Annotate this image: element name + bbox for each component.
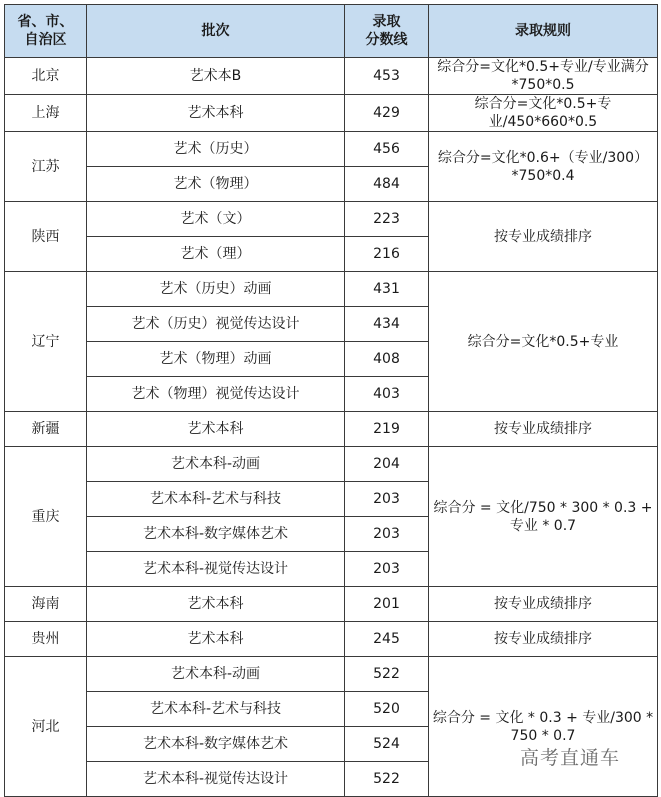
region-cell: 海南 bbox=[5, 587, 87, 622]
batch-cell: 艺术（理） bbox=[87, 237, 345, 272]
table-row bbox=[5, 95, 658, 132]
batch-cell: 艺术本科-视觉传达设计 bbox=[87, 762, 345, 797]
batch-cell: 艺术（文） bbox=[87, 202, 345, 237]
region-cell: 辽宁 bbox=[5, 272, 87, 412]
header-score-l1: 录取 bbox=[372, 14, 401, 30]
score-cell: 520 bbox=[345, 692, 429, 727]
watermark: 高考直通车 bbox=[520, 747, 621, 769]
rule-cell: 按专业成绩排序 bbox=[429, 412, 658, 447]
header-region bbox=[5, 5, 87, 58]
score-cell: 219 bbox=[345, 412, 429, 447]
score-cell: 484 bbox=[345, 167, 429, 202]
region-cell: 陕西 bbox=[5, 202, 87, 272]
score-cell: 434 bbox=[345, 307, 429, 342]
score-cell: 456 bbox=[345, 132, 429, 167]
batch-cell: 艺术本科 bbox=[87, 622, 345, 657]
score-cell: 203 bbox=[345, 517, 429, 552]
region-cell: 贵州 bbox=[5, 622, 87, 657]
score-cell: 431 bbox=[345, 272, 429, 307]
header-region-l1: 省、市、 bbox=[17, 14, 74, 30]
score-cell: 403 bbox=[345, 377, 429, 412]
score-cell: 223 bbox=[345, 202, 429, 237]
score-cell: 204 bbox=[345, 447, 429, 482]
score-cell: 522 bbox=[345, 657, 429, 692]
score-cell: 216 bbox=[345, 237, 429, 272]
score-cell: 524 bbox=[345, 727, 429, 762]
score-cell: 203 bbox=[345, 552, 429, 587]
header-score-l2: 分数线 bbox=[365, 32, 408, 48]
rule-cell: 按专业成绩排序 bbox=[429, 587, 658, 622]
batch-cell: 艺术（物理） bbox=[87, 167, 345, 202]
header-score bbox=[345, 5, 429, 58]
region-cell: 上海 bbox=[5, 95, 87, 132]
batch-cell: 艺术（历史）动画 bbox=[87, 272, 345, 307]
rule-cell: 按专业成绩排序 bbox=[429, 202, 658, 272]
table-row bbox=[5, 587, 658, 622]
batch-cell: 艺术本科-艺术与科技 bbox=[87, 692, 345, 727]
batch-cell: 艺术本B bbox=[87, 58, 345, 95]
batch-cell: 艺术本科 bbox=[87, 412, 345, 447]
batch-cell: 艺术本科-动画 bbox=[87, 657, 345, 692]
batch-cell: 艺术（历史） bbox=[87, 132, 345, 167]
batch-cell: 艺术（历史）视觉传达设计 bbox=[87, 307, 345, 342]
score-cell: 429 bbox=[345, 95, 429, 132]
header-row bbox=[5, 5, 658, 58]
batch-cell: 艺术本科-动画 bbox=[87, 447, 345, 482]
table-row bbox=[5, 132, 658, 167]
batch-cell: 艺术（物理）动画 bbox=[87, 342, 345, 377]
rule-cell: 综合分=文化*0.6+（专业/300）*750*0.4 bbox=[429, 132, 658, 202]
header-rule: 录取规则 bbox=[429, 5, 658, 58]
admission-table bbox=[4, 4, 658, 797]
score-cell: 453 bbox=[345, 58, 429, 95]
region-cell: 重庆 bbox=[5, 447, 87, 587]
batch-cell: 艺术本科 bbox=[87, 587, 345, 622]
table-row bbox=[5, 202, 658, 237]
batch-cell: 艺术本科-艺术与科技 bbox=[87, 482, 345, 517]
rule-cell: 综合分=文化*0.5+专业/450*660*0.5 bbox=[429, 95, 658, 132]
table-row bbox=[5, 657, 658, 692]
table-row bbox=[5, 622, 658, 657]
header-region-l2: 自治区 bbox=[24, 32, 67, 48]
batch-cell: 艺术本科-视觉传达设计 bbox=[87, 552, 345, 587]
score-cell: 408 bbox=[345, 342, 429, 377]
score-cell: 245 bbox=[345, 622, 429, 657]
region-cell: 北京 bbox=[5, 58, 87, 95]
table-row bbox=[5, 272, 658, 307]
batch-cell: 艺术（物理）视觉传达设计 bbox=[87, 377, 345, 412]
batch-cell: 艺术本科 bbox=[87, 95, 345, 132]
header-batch: 批次 bbox=[87, 5, 345, 58]
rule-cell: 综合分=文化*0.5+专业/专业满分*750*0.5 bbox=[429, 58, 658, 95]
rule-cell: 综合分 = 文化 * 0.3 + 专业/300 * 750 * 0.7 bbox=[429, 657, 658, 797]
table-row bbox=[5, 447, 658, 482]
score-cell: 203 bbox=[345, 482, 429, 517]
region-cell: 新疆 bbox=[5, 412, 87, 447]
batch-cell: 艺术本科-数字媒体艺术 bbox=[87, 727, 345, 762]
table-row bbox=[5, 58, 658, 95]
score-cell: 522 bbox=[345, 762, 429, 797]
rule-cell: 综合分=文化*0.5+专业 bbox=[429, 272, 658, 412]
batch-cell: 艺术本科-数字媒体艺术 bbox=[87, 517, 345, 552]
rule-cell: 按专业成绩排序 bbox=[429, 622, 658, 657]
region-cell: 江苏 bbox=[5, 132, 87, 202]
score-cell: 201 bbox=[345, 587, 429, 622]
table-row bbox=[5, 412, 658, 447]
rule-cell: 综合分 = 文化/750 * 300 * 0.3 + 专业 * 0.7 bbox=[429, 447, 658, 587]
region-cell: 河北 bbox=[5, 657, 87, 797]
